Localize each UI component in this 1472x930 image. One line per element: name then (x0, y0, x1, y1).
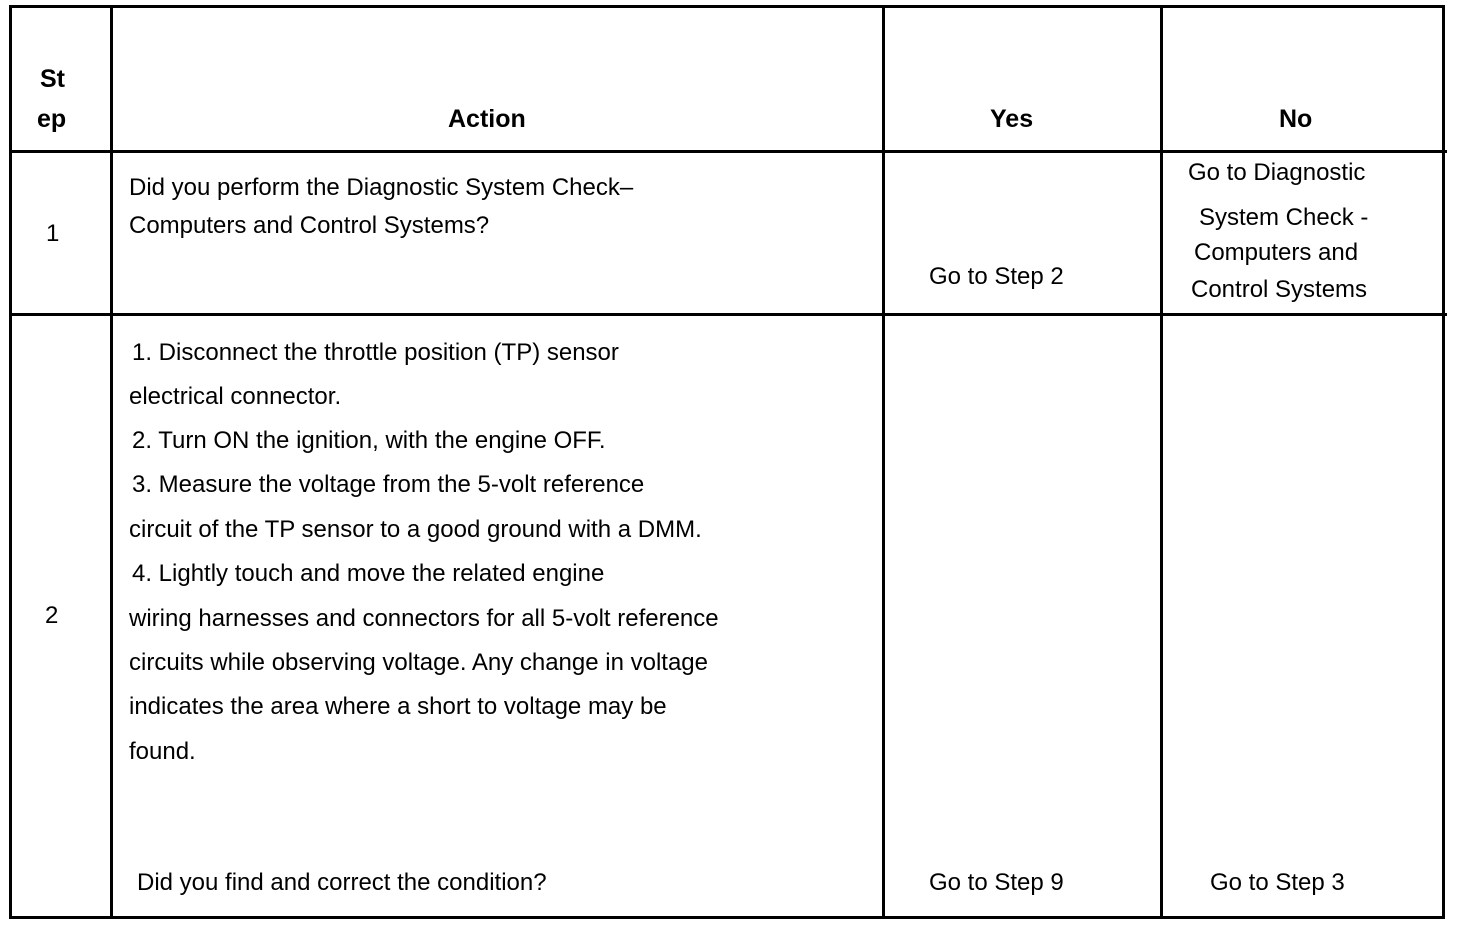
column-divider-yes (1160, 5, 1163, 919)
header-step-line1: St (40, 65, 65, 93)
action-text-line: 1. Disconnect the throttle position (TP) sensor (132, 339, 619, 366)
no-link-line[interactable]: Computers and (1194, 239, 1359, 266)
action-text-line: circuit of the TP sensor to a good ground with a DMM. (129, 516, 702, 543)
row-divider-header (9, 150, 1447, 153)
no-link[interactable]: Go to Step 3 (1210, 869, 1345, 896)
column-divider-no (1442, 5, 1445, 919)
action-text-line: 3. Measure the voltage from the 5-volt reference (132, 471, 645, 498)
action-text-line: Did you perform the Diagnostic System Check– (129, 174, 634, 201)
column-divider-step (110, 5, 113, 919)
no-link-line[interactable]: Go to Diagnostic (1188, 159, 1366, 186)
header-action: Action (448, 105, 526, 133)
row-divider-row1 (9, 313, 1447, 316)
action-text-line: Computers and Control Systems? (129, 212, 490, 239)
step-number: 1 (46, 220, 60, 247)
step-number: 2 (45, 602, 59, 629)
action-text-line: indicates the area where a short to voltage may be (129, 693, 667, 720)
action-text-line: circuits while observing voltage. Any change in voltage (129, 649, 708, 676)
action-text-line: electrical connector. (129, 383, 342, 410)
header-no: No (1279, 105, 1313, 133)
action-text-line: found. (129, 738, 196, 765)
header-step-line2: ep (37, 105, 67, 133)
column-divider-action (882, 5, 885, 919)
table-border (9, 5, 1445, 919)
no-link-line[interactable]: System Check - (1199, 204, 1369, 231)
header-yes: Yes (990, 105, 1034, 133)
yes-link[interactable]: Go to Step 9 (929, 869, 1064, 896)
no-link-line[interactable]: Control Systems (1191, 276, 1368, 303)
action-text-line: wiring harnesses and connectors for all 5-volt reference (129, 605, 719, 632)
yes-link[interactable]: Go to Step 2 (929, 263, 1064, 290)
action-text-line: 2. Turn ON the ignition, with the engine OFF. (132, 427, 606, 454)
action-text-line: 4. Lightly touch and move the related engine (132, 560, 605, 587)
action-question: Did you find and correct the condition? (137, 869, 547, 896)
